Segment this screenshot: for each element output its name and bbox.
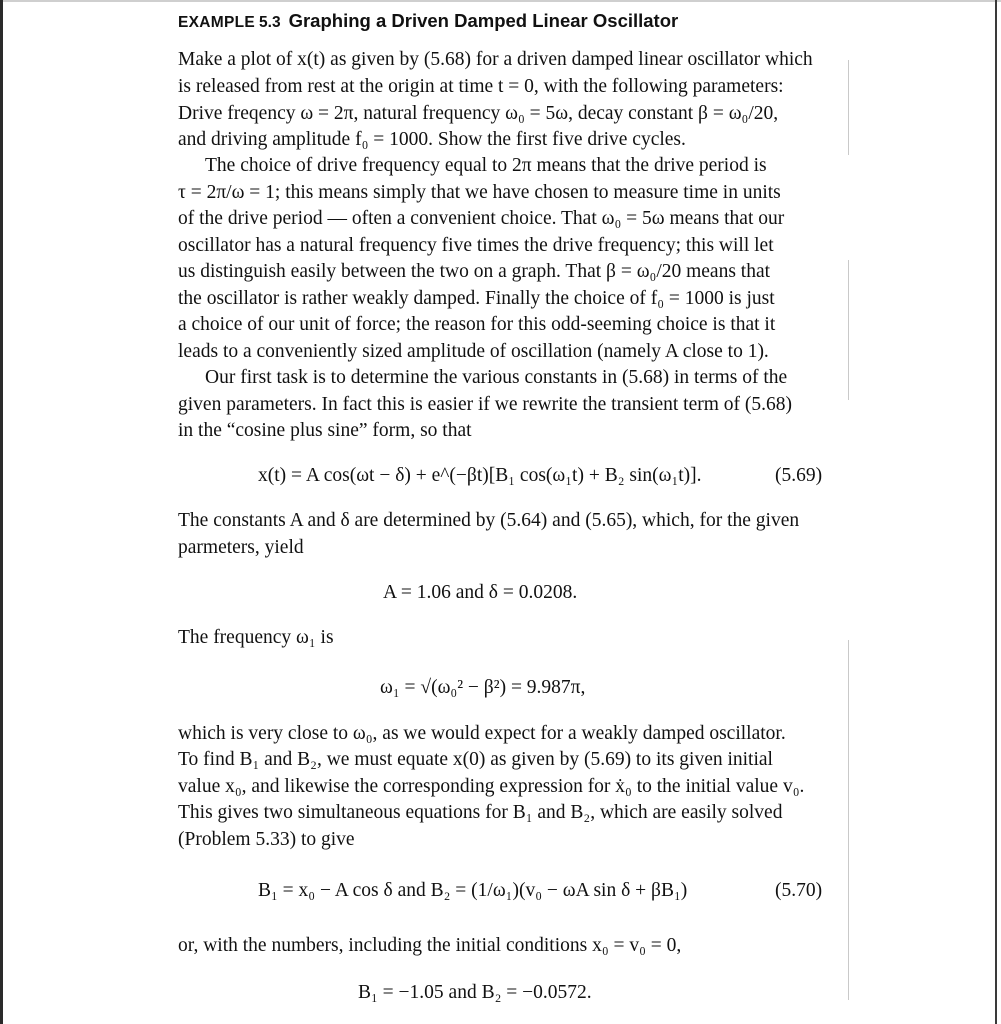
equation-a-delta: A = 1.06 and δ = 0.0208.	[383, 582, 578, 603]
example-heading	[178, 10, 678, 32]
margin-rule	[848, 60, 849, 155]
text-line: leads to a conveniently sized amplitude of oscillation (namely A close to 1).	[178, 341, 769, 362]
margin-rule	[848, 640, 849, 1000]
text-line: in the “cosine plus sine” form, so that	[178, 420, 472, 441]
text-line: (Problem 5.33) to give	[178, 829, 355, 850]
equation-5-69: x(t) = A cos(ωt − δ) + e^(−βt)[B₁ cos(ω₁t) + B₂ sin(ω₁t)].	[258, 465, 702, 486]
text-line: To find B₁ and B₂, we must equate x(0) as given by (5.69) to its given initial	[178, 749, 773, 770]
text-line: The choice of drive frequency equal to 2π means that the drive period is	[205, 155, 767, 176]
text-line: parmeters, yield	[178, 537, 304, 558]
equation-number: (5.69)	[775, 465, 823, 486]
text-line: is released from rest at the origin at time t = 0, with the following parameters:	[178, 76, 784, 97]
scan-top-edge	[0, 0, 1001, 2]
text-line: τ = 2π/ω = 1; this means simply that we have chosen to measure time in units	[178, 182, 781, 203]
text-line: Drive freqency ω = 2π, natural frequency ω₀ = 5ω, decay constant β = ω₀/20,	[178, 103, 779, 124]
text-line: of the drive period — often a convenient choice. That ω₀ = 5ω means that our	[178, 208, 785, 229]
text-line: oscillator has a natural frequency five times the drive frequency; this will let	[178, 235, 774, 256]
example-title: Graphing a Driven Damped Linear Oscillator	[288, 10, 679, 31]
equation-omega1: ω₁ = √(ω₀² − β²) = 9.987π,	[380, 677, 586, 698]
text-line: value x₀, and likewise the corresponding expression for ẋ₀ to the initial value v₀.	[178, 776, 805, 797]
text-line: us distinguish easily between the two on a graph. That β = ω₀/20 means that	[178, 261, 771, 282]
scan-left-edge	[0, 0, 3, 1024]
equation-number: (5.70)	[775, 880, 823, 901]
text-line: the oscillator is rather weakly damped. Finally the choice of f₀ = 1000 is just	[178, 288, 775, 309]
text-line: a choice of our unit of force; the reason for this odd-seeming choice is that it	[178, 314, 776, 335]
example-label: EXAMPLE	[178, 14, 256, 31]
text-line: Make a plot of x(t) as given by (5.68) for a driven damped linear oscillator which	[178, 49, 813, 70]
text-line: which is very close to ω₀, as we would expect for a weakly damped oscillator.	[178, 723, 786, 744]
equation-b-values: B₁ = −1.05 and B₂ = −0.0572.	[358, 982, 592, 1003]
text-line: The frequency ω₁ is	[178, 627, 334, 648]
text-line: The constants A and δ are determined by (5.64) and (5.65), which, for the given	[178, 510, 800, 531]
scan-right-edge	[995, 0, 997, 1024]
text-line: Our first task is to determine the various constants in (5.68) in terms of the	[205, 367, 788, 388]
example-number: 5.3	[259, 14, 281, 31]
margin-rule	[848, 260, 849, 400]
text-line: given parameters. In fact this is easier if we rewrite the transient term of (5.68)	[178, 394, 793, 415]
text-line: This gives two simultaneous equations for B₁ and B₂, which are easily solved	[178, 802, 783, 823]
text-line: or, with the numbers, including the initial conditions x₀ = v₀ = 0,	[178, 935, 682, 956]
equation-5-70: B₁ = x₀ − A cos δ and B₂ = (1/ω₁)(v₀ − ωA sin δ + βB₁)	[258, 880, 688, 901]
text-line: and driving amplitude f₀ = 1000. Show the first five drive cycles.	[178, 129, 686, 150]
